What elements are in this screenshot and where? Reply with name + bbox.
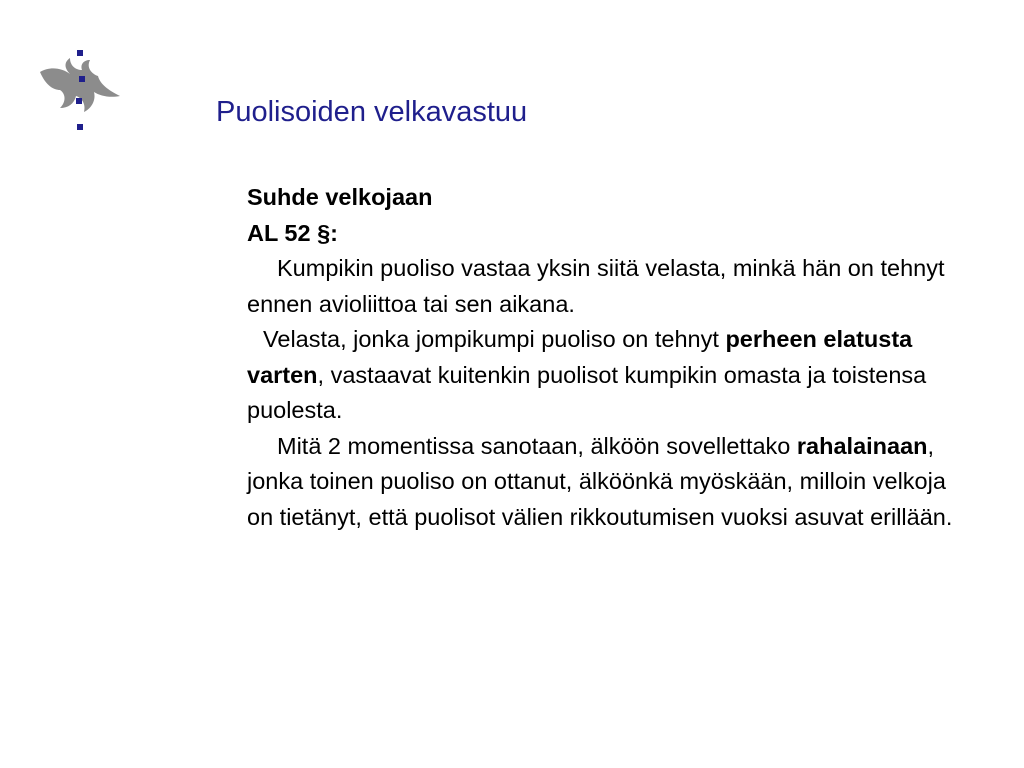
law-reference: AL 52 §: [247, 219, 338, 246]
paragraph-2-text-before: Velasta, jonka jompikumpi puoliso on tehnyt [263, 326, 726, 352]
paragraph-3-bold-phrase: rahalainaan [796, 432, 928, 459]
paragraph-3 [247, 429, 977, 536]
paragraph-3-text-before: Mitä 2 momentissa sanotaan, älköön sovellettako [277, 432, 797, 459]
paragraph-2-text-after: , vastaavat kuitenkin puolisot kumpikin omasta ja toistensa puolesta. [247, 361, 927, 423]
section-heading: Suhde velkojaan [247, 184, 433, 210]
university-logo-icon [36, 46, 126, 138]
paragraph-3-text-after: , jonka toinen puoliso on ottanut, älköönkä myöskään, milloin velkoja on tietänyt, että puolisot välien rikkoutumisen vuoksi asuvat erillään. [247, 432, 953, 530]
slide-title: Puolisoiden velkavastuu [216, 96, 528, 128]
paragraph-2 [247, 322, 977, 429]
paragraph-2-bold-phrase: perheen elatusta varten [247, 326, 913, 388]
slide-body [247, 180, 977, 535]
paragraph-1 [247, 251, 977, 322]
paragraph-1-text: Kumpikin puoliso vastaa yksin siitä velasta, minkä hän on tehnyt ennen avioliittoa tai sen aikana. [247, 255, 945, 317]
